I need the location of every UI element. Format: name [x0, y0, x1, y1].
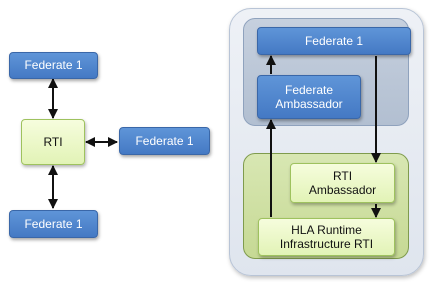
rti-label: RTI	[43, 134, 63, 149]
hla-runtime-label: HLA Runtime Infrastructure RTI	[279, 222, 374, 251]
bottom-federate-box	[9, 210, 98, 238]
right-federate-box	[119, 127, 210, 155]
top-federate-label: Federate 1	[24, 58, 83, 73]
rti-ambassador-label: RTI Ambassador	[308, 168, 377, 197]
right-federate-label: Federate 1	[135, 133, 194, 148]
rti-box	[21, 119, 85, 165]
federate-box	[257, 27, 411, 55]
hla-runtime-box	[258, 218, 395, 256]
rti-ambassador-box	[290, 163, 395, 203]
federate-ambassador-box	[257, 75, 361, 119]
top-federate-box	[9, 52, 98, 79]
federate-ambassador-label: Federate Ambassador	[275, 82, 343, 111]
bottom-federate-label: Federate 1	[24, 216, 83, 231]
federate-label: Federate 1	[304, 33, 364, 48]
